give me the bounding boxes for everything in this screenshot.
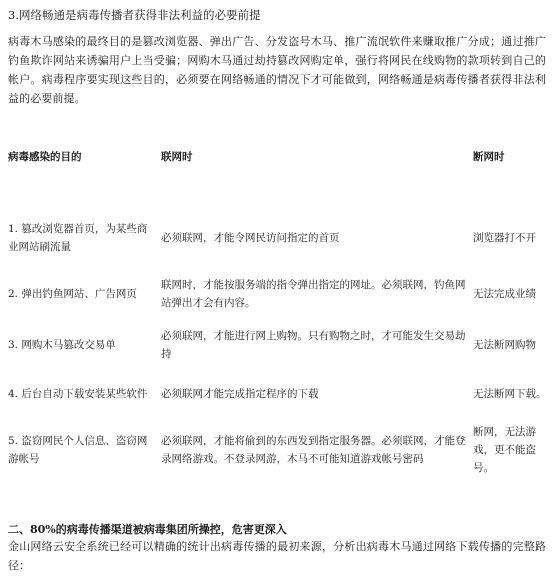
- cell-offline: 无法断网下载。: [473, 388, 547, 400]
- cell-online: 必须联网才能完成指定程序的下载: [161, 388, 319, 400]
- cell-online: 联网时，才能按服务端的指令弹出指定的网址。必须联网，钓鱼网站弹出才会有内容。: [161, 279, 466, 309]
- cell-offline: 无法完成业绩: [473, 288, 536, 300]
- cell-online: 必须联网，才能进行网上购物。只有购物之时，才可能发生交易劫持: [161, 330, 466, 360]
- cell-offline: 无法断网购物: [473, 339, 536, 351]
- section-paragraph: 金山网络云安全系统已经可以精确的统计出病毒传播的最初来源，分析出病毒木马通过网络下载传播的完整路径：: [8, 540, 546, 572]
- header-online: 联网时: [161, 151, 193, 163]
- table-row: [8, 207, 554, 269]
- table-row: [8, 319, 554, 371]
- cell-goal: 5. 盗窃网民个人信息、盗窃网游帐号: [8, 435, 148, 465]
- section-heading: 3.网络畅通是病毒传播者获得非法利益的必要前提: [8, 8, 261, 22]
- cell-offline: 浏览器打不开: [473, 232, 536, 244]
- cell-goal: 1. 篡改浏览器首页，为某些商业网站刷流量: [8, 223, 148, 253]
- cell-online: 必须联网，才能令网民访问指定的首页: [161, 232, 340, 244]
- table-header-row: [8, 137, 554, 207]
- table-row: [8, 269, 554, 319]
- header-offline: 断网时: [473, 151, 505, 163]
- cell-goal: 4. 后台自动下载安装某些软件: [8, 388, 148, 400]
- table-row: [8, 371, 554, 417]
- cell-offline: 断网，无法游戏，更不能盗号。: [473, 426, 536, 474]
- cell-goal: 3. 网购木马篡改交易单: [8, 339, 116, 351]
- cell-online: 必须联网，才能将偷到的东西发到指定服务器。必须联网，才能登录网络游戏。不登录网游，木马不可能知道游戏帐号密码: [161, 435, 466, 465]
- cell-goal: 2. 弹出钓鱼网站、广告网页: [8, 288, 137, 300]
- header-goal: 病毒感染的目的: [8, 151, 82, 163]
- table-row: [8, 417, 554, 483]
- infection-purpose-table: [8, 137, 554, 483]
- intro-paragraph: 病毒木马感染的最终目的是篡改浏览器、弹出广告、分发盗号木马、推广流氓软件来赚取推广分成；通过推广钓鱼欺诈网站来诱骗用户上当受骗；网购木马通过劫持篡改网购定单，强行将网民在线购物的款项转到自己的帐户。病毒程序要实现这些目的，必须要在网络畅通的情况下才可能做到，网络畅通是病毒传播者获得非法利益的必要前提。: [8, 35, 546, 105]
- section-title: 二、80%的病毒传播渠道被病毒集团所操控，危害更深入: [8, 523, 287, 536]
